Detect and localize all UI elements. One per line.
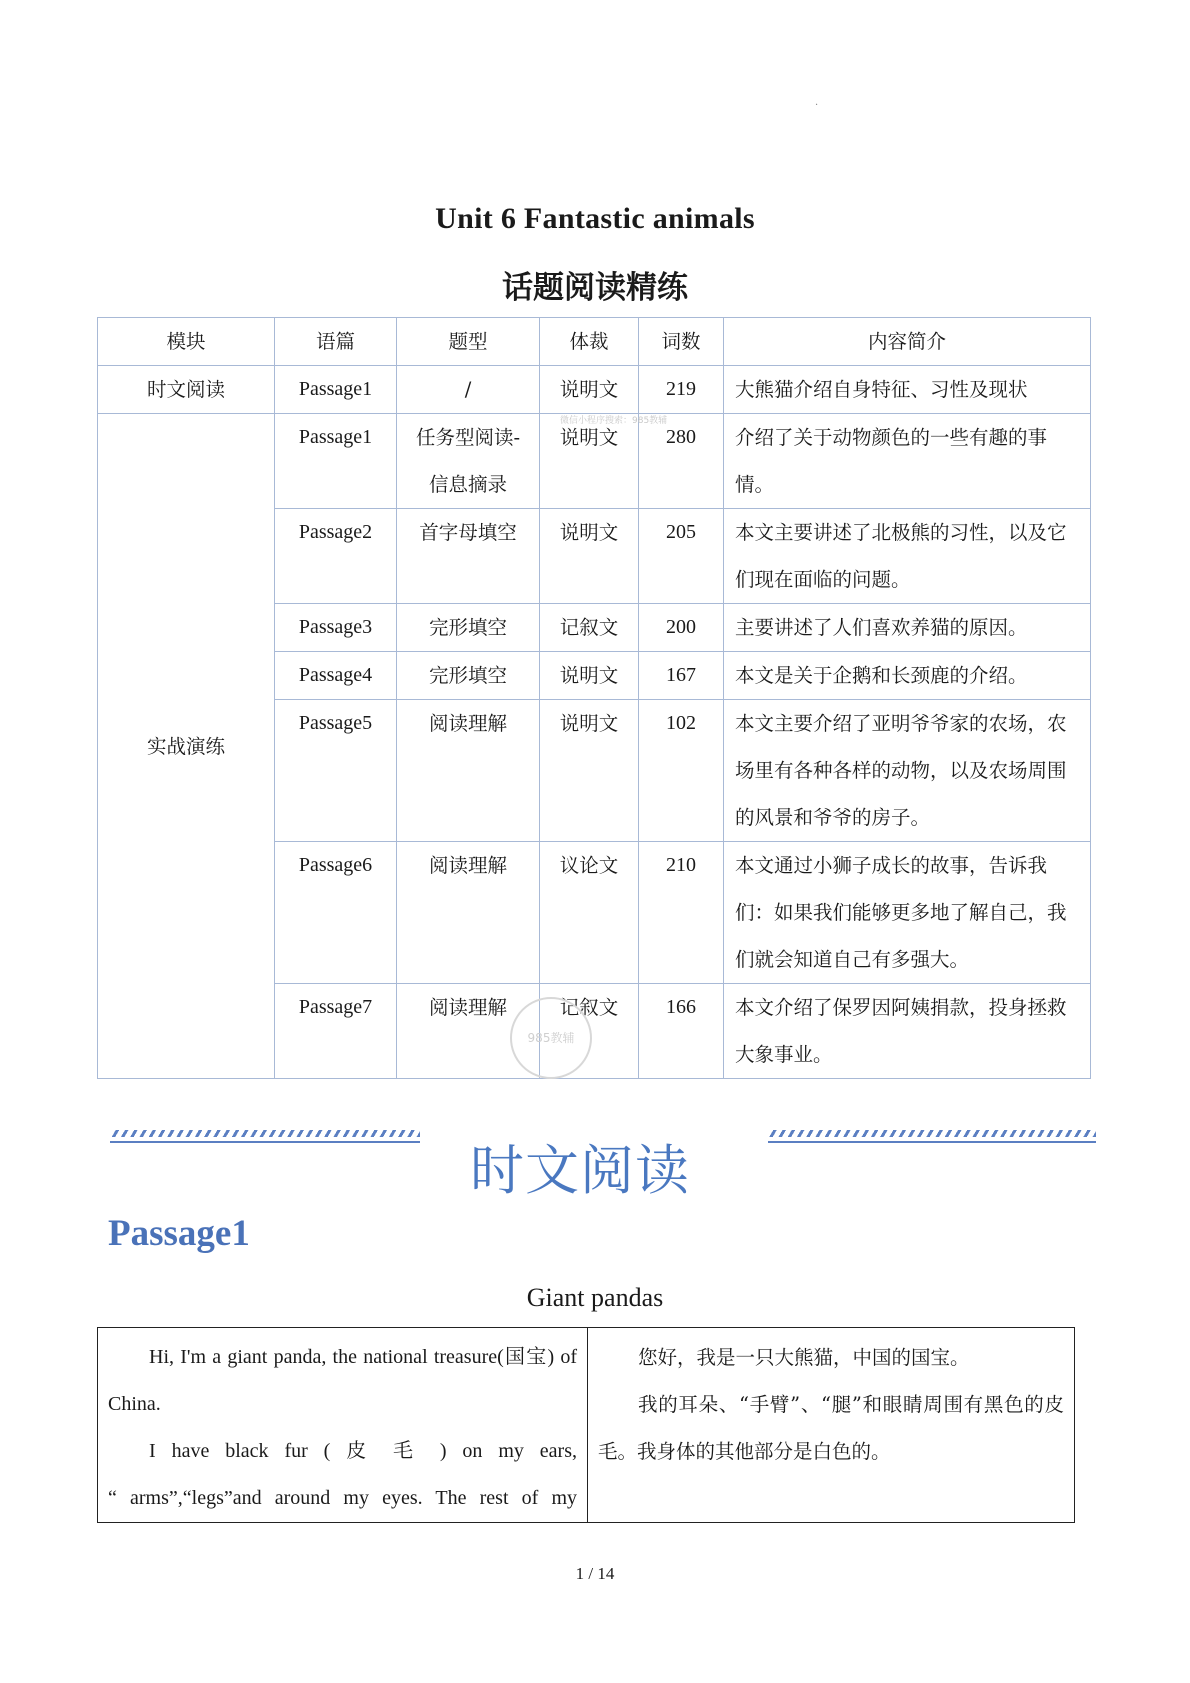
watermark-stamp: 985教辅: [510, 997, 592, 1079]
desc-cell: 主要讲述了人们喜欢养猫的原因。: [724, 604, 1091, 652]
passage-cell: Passage2: [275, 509, 397, 604]
document-title: Unit 6 Fantastic animals: [435, 202, 755, 235]
passage-cell: Passage7: [275, 984, 397, 1079]
words-cell: 205: [639, 509, 724, 604]
desc-cell: 本文是关于企鹅和长颈鹿的介绍。: [724, 652, 1091, 700]
passage-title: Giant pandas: [526, 1283, 664, 1312]
module-cell: 时文阅读: [98, 366, 275, 414]
section-heading: 时文阅读: [470, 1139, 690, 1202]
words-cell: 167: [639, 652, 724, 700]
section-divider-right: [768, 1130, 1096, 1144]
type-cell: 任务型阅读-信息摘录: [397, 414, 540, 509]
type-cell: 完形填空: [397, 652, 540, 700]
type-cell: 完形填空: [397, 604, 540, 652]
document-subtitle: 话题阅读精练: [502, 270, 688, 306]
table-row: [98, 414, 1091, 509]
type-cell: 阅读理解: [397, 700, 540, 842]
passage-cell: Passage3: [275, 604, 397, 652]
passage-cell: Passage5: [275, 700, 397, 842]
desc-cell: 本文主要讲述了北极熊的习性，以及它们现在面临的问题。: [724, 509, 1091, 604]
genre-cell: 说明文: [540, 366, 639, 414]
passage-cell: Passage4: [275, 652, 397, 700]
genre-cell: 说明文: [540, 700, 639, 842]
type-cell: /: [397, 366, 540, 414]
genre-cell: 记叙文: [540, 984, 639, 1079]
desc-cell: 本文介绍了保罗因阿姨捐款，投身拯救大象事业。: [724, 984, 1091, 1079]
words-cell: 166: [639, 984, 724, 1079]
chinese-paragraph: 我的耳朵、“手臂”、“腿”和眼睛周围有黑色的皮毛。我身体的其他部分是白色的。: [598, 1393, 1064, 1463]
passage-cell: Passage6: [275, 842, 397, 984]
type-cell: 阅读理解: [397, 984, 540, 1079]
header-cell: 题型: [397, 318, 540, 366]
desc-cell: 本文通过小狮子成长的故事，告诉我们：如果我们能够更多地了解自己，我们就会知道自己有多强大。: [724, 842, 1091, 984]
desc-cell: 大熊猫介绍自身特征、习性及现状: [724, 366, 1091, 414]
words-cell: 210: [639, 842, 724, 984]
genre-cell: 说明文: [540, 652, 639, 700]
header-cell: 词数: [639, 318, 724, 366]
genre-cell: 说明文: [540, 414, 639, 509]
overview-table: [97, 317, 1091, 1079]
chinese-text-cell: [588, 1328, 1075, 1523]
passage-cell: Passage1: [275, 366, 397, 414]
module-cell: 实战演练: [98, 414, 275, 1079]
english-paragraph: Hi, I'm a giant panda, the national treasure(国宝) of China.: [108, 1346, 577, 1415]
divider-stripes: [768, 1130, 1096, 1137]
genre-cell: 记叙文: [540, 604, 639, 652]
corner-mark: ·: [815, 100, 819, 111]
passage-heading: Passage1: [108, 1213, 250, 1254]
watermark-text: 微信小程序搜索：985教辅: [560, 416, 668, 426]
words-cell: 102: [639, 700, 724, 842]
words-cell: 219: [639, 366, 724, 414]
table-header-row: [98, 318, 1091, 366]
desc-cell: 介绍了关于动物颜色的一些有趣的事情。: [724, 414, 1091, 509]
header-cell: 模块: [98, 318, 275, 366]
divider-stripes: [110, 1130, 420, 1137]
words-cell: 280: [639, 414, 724, 509]
type-cell: 阅读理解: [397, 842, 540, 984]
english-text-cell: [98, 1328, 588, 1523]
passage-cell: Passage1: [275, 414, 397, 509]
english-paragraph: I have black fur ( 皮 毛 ) on my ears,: [149, 1440, 577, 1462]
page-number: 1 / 14: [575, 1564, 615, 1583]
header-cell: 体裁: [540, 318, 639, 366]
words-cell: 200: [639, 604, 724, 652]
bilingual-passage-table: [97, 1327, 1075, 1523]
genre-cell: 议论文: [540, 842, 639, 984]
section-divider-left: [110, 1130, 420, 1144]
divider-line: [110, 1141, 420, 1143]
genre-cell: 说明文: [540, 509, 639, 604]
table-row: [98, 366, 1091, 414]
type-cell: 首字母填空: [397, 509, 540, 604]
header-cell: 语篇: [275, 318, 397, 366]
desc-cell: 本文主要介绍了亚明爷爷家的农场，农场里有各种各样的动物，以及农场周围的风景和爷爷的房子。: [724, 700, 1091, 842]
english-paragraph-continued: “ arms”,“legs”and around my eyes. The rest of my: [108, 1487, 577, 1509]
divider-line: [768, 1141, 1096, 1143]
table-row: [98, 1328, 1075, 1523]
chinese-paragraph: 您好，我是一只大熊猫，中国的国宝。: [638, 1346, 970, 1369]
header-cell: 内容简介: [724, 318, 1091, 366]
